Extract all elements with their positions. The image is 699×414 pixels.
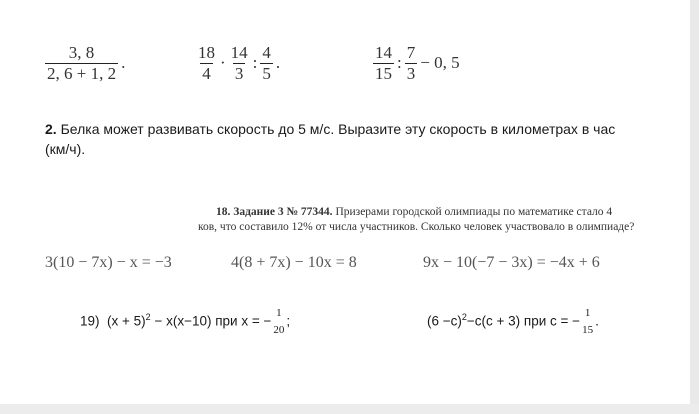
page-shadow-right bbox=[690, 0, 699, 414]
numerator: 1 bbox=[276, 307, 282, 319]
page-shadow-bottom bbox=[0, 404, 699, 414]
task-2-number: 2. bbox=[45, 121, 57, 137]
task-2-line-2: (км/ч). bbox=[45, 141, 86, 157]
expression-2 bbox=[196, 44, 283, 83]
numerator: 7 bbox=[406, 43, 416, 62]
denominator: 2, 6 + 1, 2 bbox=[47, 63, 117, 83]
operator: · bbox=[220, 53, 226, 73]
equation-1: 3(10 − 7x) − x = −3 bbox=[45, 254, 172, 271]
task-19-expr: (6 −c) bbox=[427, 313, 462, 329]
task-18-line-2: ков, что составило 12% от числа участников. Сколько человек участвовало в олимпиаде? bbox=[198, 221, 635, 233]
task-19-expr-rest: −c(c + 3) при c = − bbox=[466, 313, 581, 329]
task-18-text: Призерами городской олимпиады по математике стало 4 bbox=[335, 206, 613, 218]
fraction bbox=[405, 44, 418, 83]
task-19-expr-rest: − x(x−10) при x = − bbox=[150, 313, 272, 329]
exponent: 2 bbox=[461, 312, 467, 323]
expression-1 bbox=[45, 44, 128, 83]
denominator: 20 bbox=[273, 324, 285, 336]
task-19-expr: (x + 5) bbox=[107, 313, 146, 329]
exponent: 2 bbox=[145, 312, 151, 323]
fraction bbox=[260, 44, 273, 83]
task-2-line-1 bbox=[45, 121, 615, 137]
denominator: 3 bbox=[234, 63, 244, 83]
punctuation: . bbox=[121, 53, 126, 73]
denominator: 4 bbox=[202, 63, 211, 83]
numerator: 4 bbox=[262, 43, 271, 62]
denominator: 15 bbox=[582, 324, 594, 336]
task-18-label: 18. Задание 3 № 77344. bbox=[216, 206, 333, 218]
operator: : bbox=[397, 53, 402, 73]
numerator: 3, 8 bbox=[68, 43, 95, 62]
fraction bbox=[373, 44, 394, 83]
numerator: 18 bbox=[198, 43, 215, 62]
denominator: 5 bbox=[262, 63, 271, 83]
fraction bbox=[196, 44, 217, 83]
numerator: 1 bbox=[584, 307, 591, 319]
denominator: 15 bbox=[375, 63, 392, 83]
task-19-part-1 bbox=[80, 308, 290, 336]
task-19-number: 19) bbox=[80, 313, 100, 329]
equation-3: 9x − 10(−7 − 3x) = −4x + 6 bbox=[423, 254, 600, 271]
denominator: 3 bbox=[406, 63, 416, 83]
task-19-part-2 bbox=[427, 308, 599, 336]
punctuation: . bbox=[275, 53, 281, 73]
numerator: 14 bbox=[375, 43, 392, 62]
fraction bbox=[273, 308, 284, 336]
fraction bbox=[229, 44, 250, 83]
numerator: 14 bbox=[230, 43, 248, 62]
expression-tail: − 0, 5 bbox=[420, 53, 460, 73]
equation-2: 4(8 + 7x) − 10x = 8 bbox=[231, 254, 357, 271]
task-2-text: Белка может развивать скорость до 5 м/с. Выразите эту скорость в километрах в час bbox=[60, 121, 616, 137]
operator: : bbox=[252, 53, 258, 73]
fraction bbox=[45, 44, 118, 83]
expression-3 bbox=[373, 44, 463, 83]
punctuation: ; bbox=[286, 313, 291, 329]
task-18-line-1 bbox=[216, 205, 690, 220]
punctuation: . bbox=[595, 313, 599, 329]
fraction bbox=[582, 308, 593, 336]
